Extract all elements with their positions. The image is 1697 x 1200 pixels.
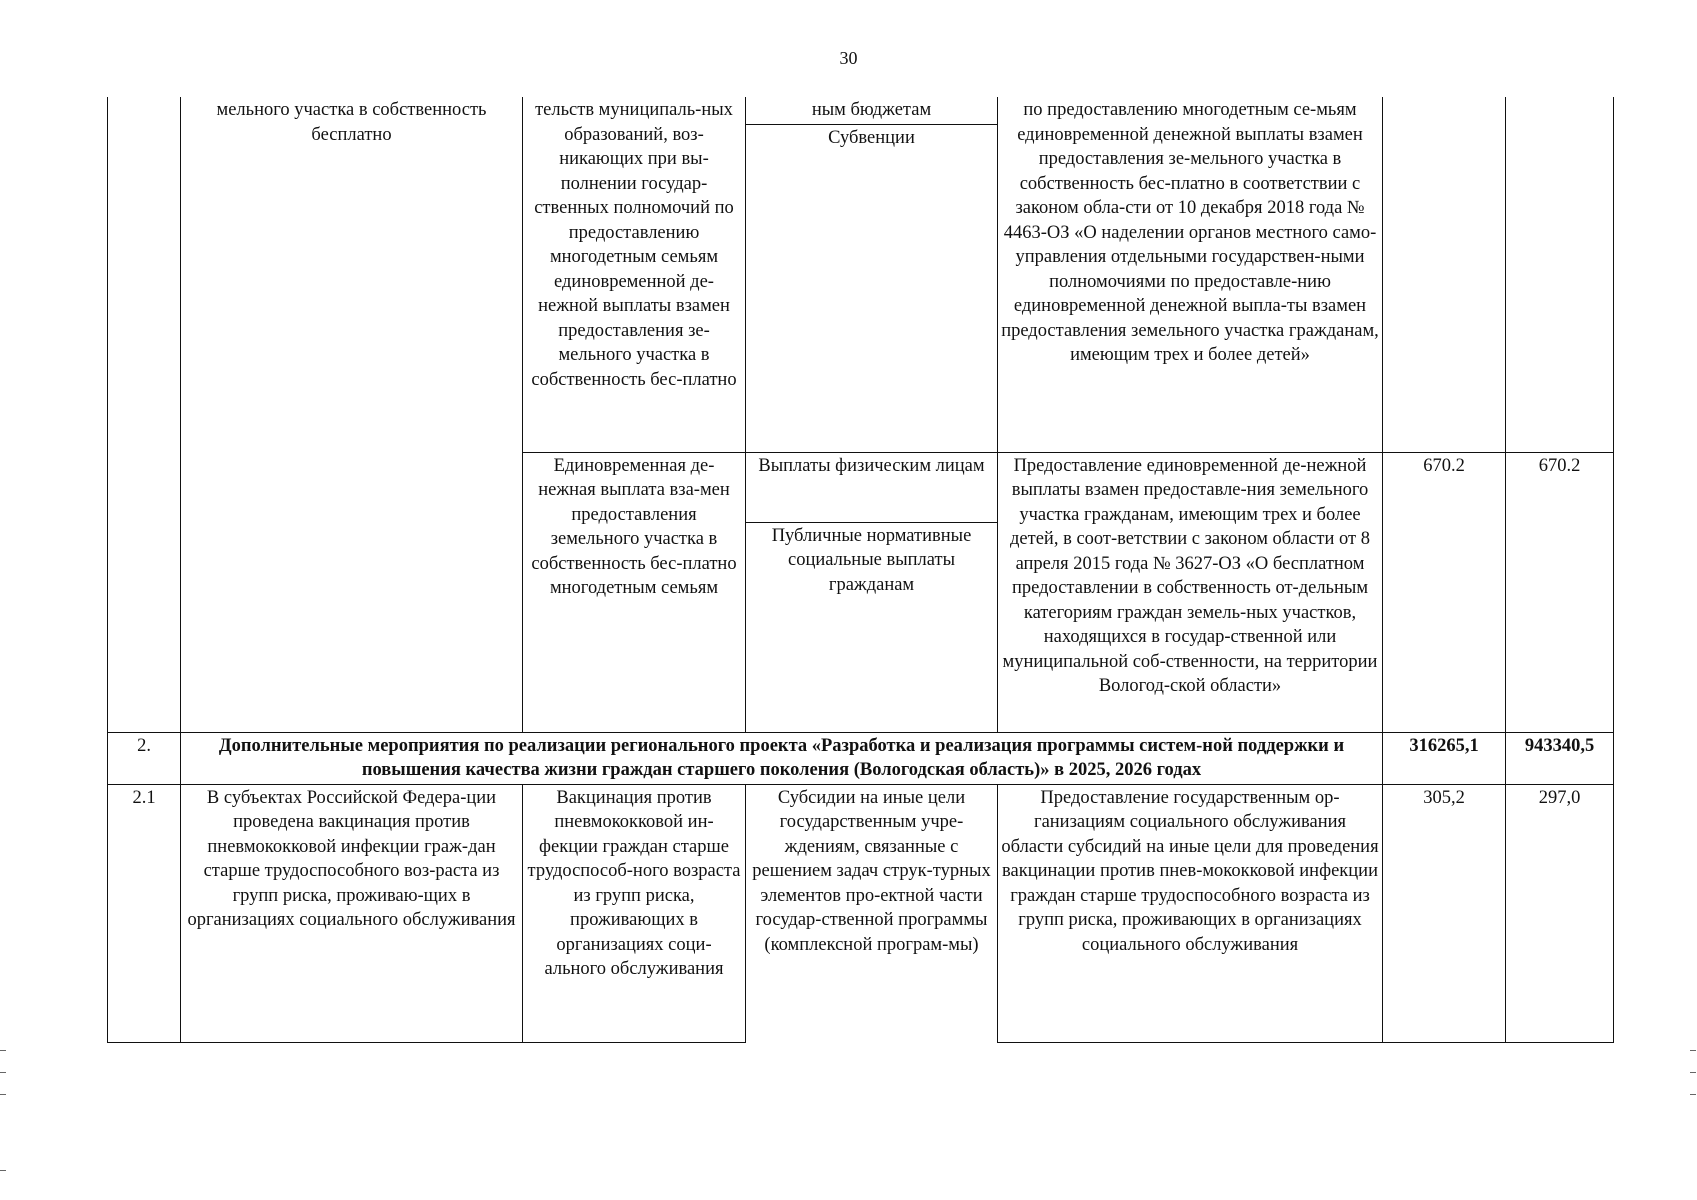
scan-edge-mark [0, 1050, 6, 1051]
scan-edge-mark [0, 1170, 6, 1171]
direction-cell: тельств муниципаль-ных образований, воз-никающих при вы-полнении государ-ственных полномочий по предоставлению многодетным семьям единовременной де-нежной выплаты взамен предоставления зе-мельного участка в собственность бес-платно [523, 97, 746, 452]
section-value-2025: 316265,1 [1383, 732, 1506, 784]
event-cell: В субъектах Российской Федера-ции проведена вакцинация против пневмококковой инфекции граж-дан старше трудоспособного воз-раста из групп риска, проживаю-щих в организациях социального обслуживания [181, 784, 523, 1042]
section-number: 2. [108, 732, 181, 784]
description-cell: по предоставлению многодетным се-мьям единовременной денежной выплаты взамен предоставления зе-мельного участка в собственность бес-платно в соответствии с законом обла-сти от 10 декабря 2018 года № 4463-ОЗ «О наделении органов местного само-управления отдельными государствен-ными полномочиями по предоставле-нию единовременной денежной выпла-ты взамен предоставления земельного участка гражданам, имеющим трех и более детей» [998, 97, 1383, 452]
scan-edge-mark [1690, 1050, 1696, 1051]
direction-cell: Вакцинация против пневмококковой ин-фекции граждан старше трудоспособ-ного возраста из групп риска, проживающих в организациях соци-ального обслуживания [523, 784, 746, 1042]
expense-type-cell: Публичные нормативные социальные выплаты гражданам [746, 522, 998, 732]
number-cell [108, 97, 181, 732]
row-number: 2.1 [108, 784, 181, 1042]
scan-edge-mark [0, 1094, 6, 1095]
table-row [108, 784, 1614, 1042]
scan-edge-mark [0, 1072, 6, 1073]
section-title: Дополнительные мероприятия по реализации регионального проекта «Разработка и реализация программы систем-ной поддержки и повышения качества жизни граждан старшего поколения (Вологодская область)» в 2025, 2026 годах [181, 732, 1383, 784]
section-row [108, 732, 1614, 784]
value-2026-cell: 297,0 [1506, 784, 1614, 1042]
description-cell: Предоставление единовременной де-нежной выплаты взамен предоставле-ния земельного участка гражданам, имеющим трех и более детей, в соот-ветствии с законом области от 8 апреля 2015 года № 3627-ОЗ «О бесплатном предоставлении в собственность от-дельным категориям граждан земель-ных участков, находящихся в государ-ственной или муниципальной соб-ственности, на территории Вологод-ской области» [998, 452, 1383, 732]
table-row [108, 97, 1614, 124]
value-2026-cell: 670.2 [1506, 452, 1614, 732]
expense-type-cell: Субсидии на иные цели государственным учре-ждениям, связанные с решением задач струк-турных элементов про-ектной части государ-ственной программы (комплексной програм-мы) [746, 784, 998, 1042]
value-2025-cell [1383, 97, 1506, 452]
expense-type-cell: ным бюджетам [746, 97, 998, 124]
scan-edge-mark [1690, 1072, 1696, 1073]
expense-type-cell: Субвенции [746, 124, 998, 452]
scan-edge-mark [1690, 1094, 1696, 1095]
budget-table [107, 97, 1614, 1043]
page-number: 30 [839, 48, 858, 68]
value-2025-cell: 305,2 [1383, 784, 1506, 1042]
event-cell: мельного участка в собственность бесплатно [181, 97, 523, 732]
description-cell: Предоставление государственным ор-ганизациям социального обслуживания области субсидий на иные цели для проведения вакцинации против пнев-мококковой инфекции граждан старше трудоспособного возраста из групп риска, проживающих в организациях социального обслуживания [998, 784, 1383, 1042]
value-2026-cell [1506, 97, 1614, 452]
section-value-2026: 943340,5 [1506, 732, 1614, 784]
value-2025-cell: 670.2 [1383, 452, 1506, 732]
expense-type-cell: Выплаты физическим лицам [746, 452, 998, 522]
direction-cell: Единовременная де-нежная выплата вза-мен предоставления земельного участка в собственность бес-платно многодетным семьям [523, 452, 746, 732]
